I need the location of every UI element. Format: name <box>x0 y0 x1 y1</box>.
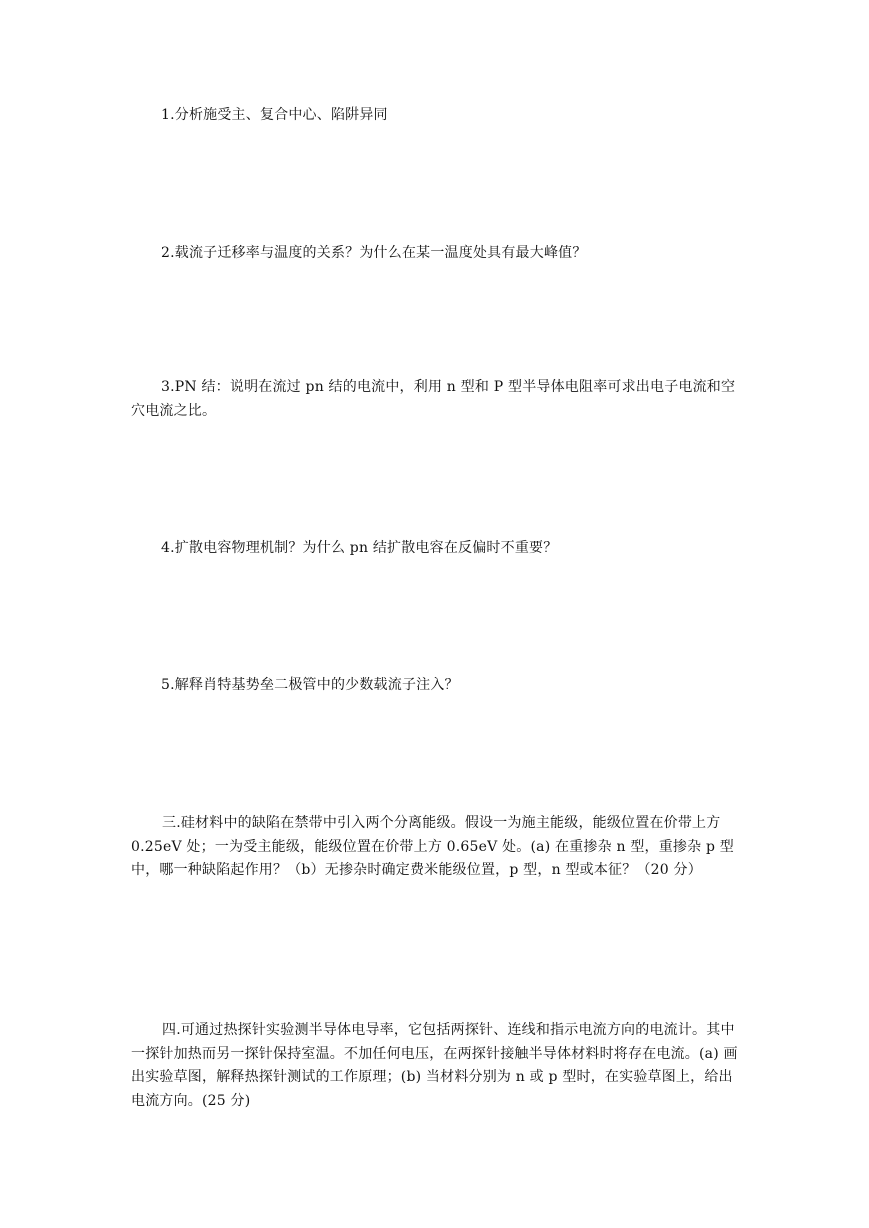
question-5: 5.解释肖特基势垒二极管中的少数载流子注入？ <box>161 677 459 693</box>
question-2: 2.载流子迁移率与温度的关系？为什么在某一温度处具有最大峰值？ <box>161 245 587 261</box>
section-four-question: 四.可通过热探针实验测半导体电导率，它包括两探针、连线和指示电流方向的电流计。其中一探针加热而另一探针保持室温。不加任何电压，在两探针接触半导体材料时将存在电流。(a) 画出实验草图，解释热探针测试的工作原理；(b) 当材料分别为 n 或 p 型时，在实验草图上，给出电流方向。(25 分) <box>131 1022 738 1109</box>
question-1: 1.分析施受主、复合中心、陷阱异同 <box>161 107 388 123</box>
question-4: 4.扩散电容物理机制？为什么 pn 结扩散电容在反偏时不重要？ <box>161 540 558 556</box>
question-3: 3.PN 结：说明在流过 pn 结的电流中，利用 n 型和 P 型半导体电阻率可求出电子电流和空穴电流之比。 <box>131 379 736 419</box>
section-three-question: 三.硅材料中的缺陷在禁带中引入两个分离能级。假设一为施主能级，能级位置在价带上方 0.25eV 处；一为受主能级，能级位置在价带上方 0.65eV 处。(a) 在重掺杂 n 型，重掺杂 p 型中，哪一种缺陷起作用？（b）无掺杂时确定费米能级位置，p 型，n 型或本征？（20 分） <box>131 815 734 878</box>
